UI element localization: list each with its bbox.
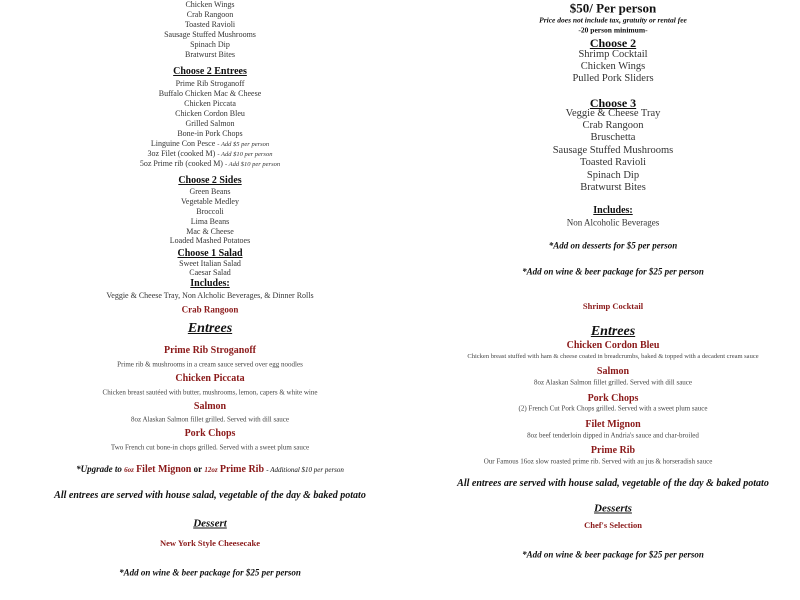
- item-surcharge: - Add $10 per person: [217, 150, 273, 158]
- entree-name: Prime Rib: [590, 445, 636, 456]
- entree-name: Filet Mignon: [585, 419, 641, 430]
- price-heading: $50/ Per person: [569, 0, 657, 16]
- entree-description: 8oz Alaskan Salmon fillet grilled. Served with dill sauce: [533, 378, 693, 387]
- entree-name: Salmon: [193, 401, 227, 412]
- upgrade-item: Prime Rib: [219, 464, 264, 475]
- entree-name: Salmon: [596, 366, 630, 377]
- section-heading: Choose 3: [589, 96, 637, 110]
- section-heading: Choose 2 Sides: [178, 175, 242, 186]
- section-heading: Choose 2 Entrees: [173, 66, 247, 77]
- section-heading: Choose 1 Salad: [177, 248, 243, 259]
- upgrade-price: - Additional $10 per person: [266, 466, 344, 474]
- section-heading: Choose 2: [589, 36, 637, 50]
- entree-description: Our Famous 16oz slow roasted prime rib. Served with au jus & horseradish sauce: [483, 457, 713, 466]
- entree-description: 8oz beef tenderloin dipped in Andria's sauce and char-broiled: [527, 431, 699, 440]
- menu-item: Toasted Ravioli: [579, 156, 647, 168]
- upgrade-item: Filet Mignon: [136, 464, 192, 475]
- menu-item: Veggie & Cheese Tray: [565, 107, 661, 119]
- entree-description: 8oz Alaskan Salmon fillet grilled. Served with dill sauce: [130, 415, 290, 424]
- menu-item: Crab Rangoon: [582, 119, 644, 131]
- menu-item: Lima Beans: [190, 217, 230, 226]
- section-heading: Includes:: [593, 205, 633, 216]
- menu-item: Prime Rib Stroganoff: [175, 79, 245, 88]
- entree-description: Chicken breast sautéed with butter, mushrooms, lemon, capers & white wine: [102, 388, 318, 397]
- minimum-note: -20 person minimum-: [578, 25, 648, 35]
- section-title: Entrees: [187, 321, 233, 336]
- menu-item: Buffalo Chicken Mac & Cheese: [158, 89, 262, 98]
- menu-item: Sausage Stuffed Mushrooms: [164, 30, 256, 39]
- wine-addon-note: *Add on wine & beer package for $25 per person: [522, 549, 704, 560]
- item-surcharge: - Add $10 per person: [224, 160, 281, 168]
- entree-name: Pork Chops: [587, 393, 639, 404]
- menu-item: [148, 150, 273, 159]
- menu-item: Chicken Cordon Bleu: [175, 109, 245, 118]
- menu-item: Crab Rangoon: [186, 10, 234, 19]
- menu-item: Grilled Salmon: [185, 119, 235, 128]
- menu-item: [140, 160, 280, 169]
- entree-name: Chicken Piccata: [175, 373, 245, 384]
- menu-item: Bone-in Pork Chops: [177, 129, 243, 138]
- menu-item: Loaded Mashed Potatoes: [169, 236, 251, 245]
- dessert-item: New York Style Cheesecake: [159, 537, 261, 548]
- dessert-item: Chef's Selection: [584, 519, 642, 530]
- includes-text: Non Alcoholic Beverages: [566, 217, 660, 228]
- menu-item: Bratwurst Bites: [185, 50, 235, 59]
- served-with-note: All entrees are served with house salad, vegetable of the day & baked potato: [54, 490, 366, 501]
- menu-item: Broccoli: [196, 207, 224, 216]
- menu-item: Pulled Pork Sliders: [572, 72, 654, 84]
- entree-description: Chicken breast stuffed with ham & cheese coated in breadcrumbs, baked & topped with a decadent cream sauce: [467, 352, 759, 360]
- menu-item: Chicken Wings: [580, 60, 646, 72]
- item-name: 5oz Prime rib (cooked M): [139, 158, 223, 168]
- menu-item: [151, 140, 269, 149]
- menu-item: Toasted Ravioli: [184, 20, 236, 29]
- entree-description: Two French cut bone-in chops grilled. Served with a sweet plum sauce: [110, 443, 310, 452]
- upgrade-size: 6oz: [124, 466, 134, 474]
- price-note: Price does not include tax, gratuity or rental fee: [539, 15, 687, 25]
- menu-item: Green Beans: [189, 187, 231, 196]
- served-with-note: All entrees are served with house salad, vegetable of the day & baked potato: [457, 478, 769, 489]
- entree-name: Prime Rib Stroganoff: [163, 345, 257, 356]
- menu-item: Spinach Dip: [190, 40, 230, 49]
- menu-item: Bratwurst Bites: [580, 181, 646, 193]
- menu-item: Shrimp Cocktail: [578, 48, 648, 60]
- menu-item: Caesar Salad: [189, 268, 231, 277]
- dessert-addon-note: *Add on desserts for $5 per person: [548, 240, 678, 251]
- upgrade-note: [76, 465, 344, 475]
- item-name: 3oz Filet (cooked M): [147, 148, 216, 158]
- wine-addon-note: *Add on wine & beer package for $25 per person: [119, 567, 301, 578]
- menu-item: Spinach Dip: [586, 169, 640, 181]
- section-title: Desserts: [594, 502, 632, 515]
- entree-description: Prime rib & mushrooms in a cream sauce served over egg noodles: [117, 360, 303, 369]
- menu-item: Sweet Italian Salad: [179, 259, 241, 268]
- includes-text: Veggie & Cheese Tray, Non Alcholic Beverages, & Dinner Rolls: [106, 291, 314, 300]
- item-surcharge: - Add $5 per person: [217, 140, 270, 148]
- menu-item: Crab Rangoon: [181, 304, 239, 315]
- upgrade-or: or: [193, 464, 203, 474]
- upgrade-size: 12oz: [204, 466, 218, 474]
- menu-item: Vegetable Medley: [181, 197, 239, 206]
- entree-name: Pork Chops: [184, 428, 236, 439]
- wine-addon-note: *Add on wine & beer package for $25 per person: [522, 266, 704, 277]
- menu-item: Bruschetta: [590, 131, 636, 143]
- menu-item: Shrimp Cocktail: [582, 300, 644, 311]
- section-title: Dessert: [193, 517, 227, 530]
- section-title: Entrees: [590, 324, 636, 339]
- menu-item: Sausage Stuffed Mushrooms: [552, 144, 674, 156]
- upgrade-prefix: *Upgrade to: [76, 464, 122, 474]
- item-name: Linguine Con Pesce: [150, 138, 216, 148]
- entree-name: Chicken Cordon Bleu: [566, 340, 660, 351]
- entree-description: (2) French Cut Pork Chops grilled. Served with a sweet plum sauce: [518, 404, 708, 413]
- menu-item: Chicken Piccata: [184, 99, 236, 108]
- menu-item: Mac & Cheese: [186, 227, 234, 236]
- section-heading: Includes:: [190, 278, 230, 289]
- menu-item: Chicken Wings: [185, 0, 235, 9]
